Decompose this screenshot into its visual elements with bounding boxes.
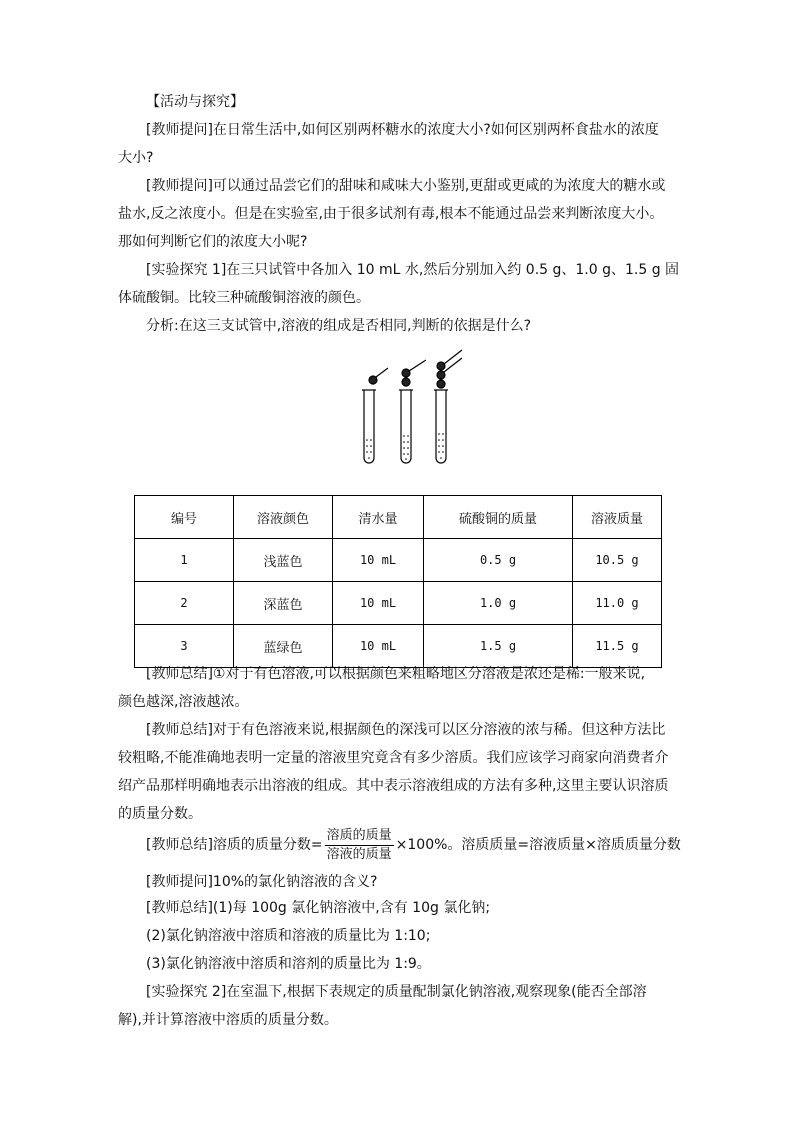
table-cell: 10 mL [333,539,424,582]
experiment-2-line-1: [实验探究 2]在室温下,根据下表规定的质量配制氯化钠溶液,观察现象(能否全部溶 [146,984,647,1000]
reagent-drop-2a [402,378,410,386]
table-cell: 深蓝色 [234,582,333,625]
paragraph-2-line-1: [教师提问]可以通过品尝它们的甜味和咸味大小鉴别,更甜或更咸的为浓度大的糖水或 [146,178,666,194]
copper-sulfate-table [134,495,662,668]
reagent-drop-2b [402,369,410,377]
table-cell: 1.0 g [424,582,573,625]
table-cell: 3 [135,625,234,668]
experiment-1-line-2: 体硫酸铜。比较三种硫酸铜溶液的颜色。 [118,290,370,306]
summary-2-line-3: 绍产品那样明确地表示出溶液的组成。其中表示溶液组成的方法有多种,这里主要认识溶质 [118,778,669,794]
table-cell: 1 [135,539,234,582]
formula-numerator: 溶质的质量 [325,827,394,846]
test-tube-3 [436,390,446,463]
meaning-1: [教师总结](1)每 100g 氯化钠溶液中,含有 10g 氯化钠; [146,900,491,916]
test-tube-1 [364,390,374,463]
summary-2-line-1: [教师总结]对于有色溶液来说,根据颜色的深浅可以区分溶液的浓与稀。但这种方法比 [146,722,666,738]
table-cell: 11.0 g [573,582,662,625]
formula-prefix: [教师总结]溶质的质量分数= [146,837,323,853]
meaning-3: (3)氯化钠溶液中溶质和溶剂的质量比为 1:9。 [146,956,431,972]
paragraph-2-line-2: 盐水,反之浓度小。但是在实验室,由于很多试剂有毒,根本不能通过品尝来判断浓度大小。 [118,206,664,222]
reagent-drop-3b [437,371,445,379]
table-cell: 蓝绿色 [234,625,333,668]
summary-2-line-2: 较粗略,不能准确地表明一定量的溶液里究竟含有多少溶质。我们应该学习商家向消费者介 [118,750,669,766]
meaning-2: (2)氯化钠溶液中溶质和溶液的质量比为 1:10; [146,928,431,944]
reagent-drop-3a [437,380,445,388]
table-header-cell: 溶液质量 [573,496,662,539]
table-cell: 浅蓝色 [234,539,333,582]
paragraph-2-line-3: 那如何判断它们的浓度大小呢? [118,234,308,250]
formula-fraction [325,827,394,864]
test-tube-2 [401,390,411,463]
table-header-row [135,496,662,539]
test-tubes-illustration [350,346,470,470]
question-10-percent: [教师提问]10%的氯化钠溶液的含义? [146,874,378,890]
summary-1-line-1: [教师总结]①对于有色溶液,可以根据颜色来粗略地区分溶液是浓还是稀:一般来说, [146,666,646,682]
summary-2-line-4: 的质量分数。 [118,806,202,822]
paragraph-1-line-2: 大小? [118,150,154,166]
table-cell: 0.5 g [424,539,573,582]
experiment-1-line-1: [实验探究 1]在三只试管中各加入 10 mL 水,然后分别加入约 0.5 g、1.0 g、1.5 g 固 [146,262,680,278]
formula-denominator: 溶液的质量 [326,846,392,862]
summary-1-line-2: 颜色越深,溶液越浓。 [118,694,249,710]
table-header-cell: 硫酸铜的质量 [424,496,573,539]
table-cell: 2 [135,582,234,625]
mass-fraction-formula [146,826,681,864]
reagent-drop-3c [437,362,445,370]
analysis-question: 分析:在这三支试管中,溶液的组成是否相同,判断的依据是什么? [146,318,532,334]
table-header-cell: 清水量 [333,496,424,539]
table-header-cell: 溶液颜色 [234,496,333,539]
table-header-cell: 编号 [135,496,234,539]
table-row [135,582,662,625]
table-cell: 11.5 g [573,625,662,668]
table-cell: 1.5 g [424,625,573,668]
table-cell: 10 mL [333,625,424,668]
paragraph-1-line-1: [教师提问]在日常生活中,如何区别两杯糖水的浓度大小?如何区别两杯食盐水的浓度 [146,122,659,138]
table-cell: 10.5 g [573,539,662,582]
formula-suffix: ×100%。溶质质量=溶液质量×溶质质量分数 [395,837,681,853]
section-title: 【活动与探究】 [146,94,244,110]
table-cell: 10 mL [333,582,424,625]
reagent-drop-1 [369,376,377,384]
experiment-2-line-2: 解),并计算溶液中溶质的质量分数。 [118,1012,338,1028]
table-row [135,539,662,582]
